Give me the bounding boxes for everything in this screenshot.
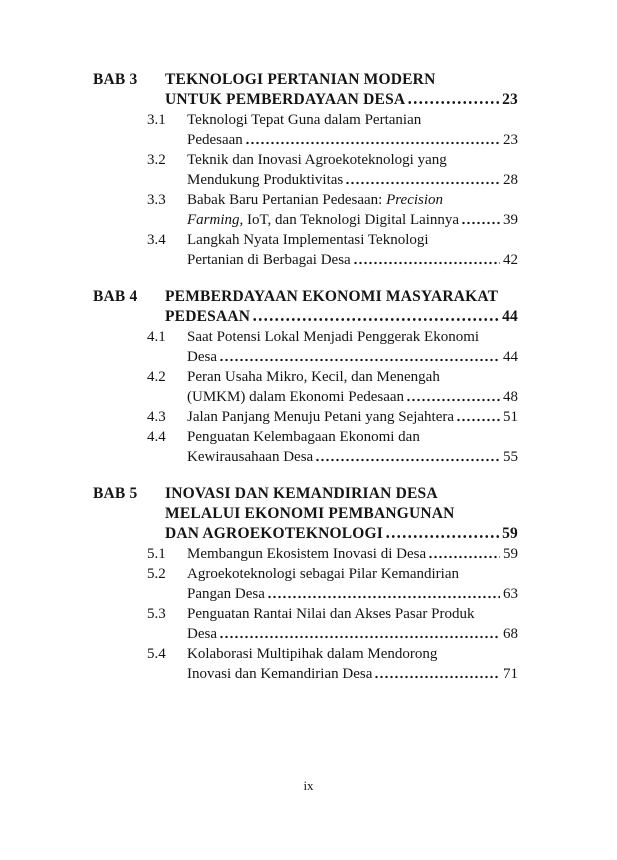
footer-page-number: ix — [303, 778, 314, 793]
item-number: 4.4 — [147, 429, 166, 445]
item-title — [187, 150, 518, 190]
entry-text — [187, 250, 351, 270]
page-ref: 44 — [502, 308, 518, 325]
toc-line — [187, 190, 518, 210]
entry-text-segment: Teknologi Tepat Guna dalam Pertanian — [187, 112, 422, 128]
entry-text — [165, 307, 250, 327]
entry-text-segment: Babak Baru Pertanian Pedesaan: — [187, 192, 387, 208]
entry-text-segment: Teknik dan Inovasi Agroekoteknologi yang — [187, 152, 447, 168]
item-title — [187, 230, 518, 270]
entry-text — [187, 210, 459, 230]
dot-leader — [406, 387, 500, 407]
toc-line — [187, 427, 518, 447]
entry-text-segment: Agroekoteknologi sebagai Pilar Kemandirian — [187, 566, 460, 582]
entry-text-segment: PEDESAAN — [165, 308, 251, 325]
chapter-heading[interactable] — [93, 70, 518, 110]
dot-leader — [407, 90, 499, 110]
dot-leader — [385, 524, 499, 544]
item-title — [187, 110, 518, 150]
entry-text — [187, 170, 343, 190]
item-title — [187, 644, 518, 684]
chapter-title — [165, 484, 518, 544]
entry-text-italic: Precision — [386, 192, 444, 208]
dot-leader — [461, 210, 500, 230]
entry-text-segment: Saat Potensi Lokal Menjadi Penggerak Ekonomi — [187, 329, 480, 345]
toc-item[interactable] — [147, 150, 518, 190]
toc-line — [187, 564, 518, 584]
toc-item[interactable] — [147, 190, 518, 230]
toc-item[interactable] — [147, 407, 518, 427]
entry-text-segment: Membangun Ekosistem Inovasi di Desa — [187, 546, 427, 562]
dot-leader — [245, 130, 500, 150]
chapter-title — [165, 287, 518, 327]
toc-line — [187, 367, 518, 387]
chapter-heading[interactable] — [93, 484, 518, 544]
entry-text-segment: Kewirausahaan Desa — [187, 449, 314, 465]
entry-text — [187, 327, 479, 347]
entry-text-segment: Desa — [187, 349, 217, 365]
item-title — [187, 604, 518, 644]
dot-leader — [219, 624, 500, 644]
entry-text — [187, 367, 440, 387]
toc-chapter — [93, 484, 518, 684]
toc-item[interactable] — [147, 110, 518, 150]
toc-item[interactable] — [147, 327, 518, 367]
page-ref: 42 — [503, 252, 518, 268]
entry-text — [165, 524, 383, 544]
item-number: 5.2 — [147, 566, 166, 582]
chapter-number-label: BAB 5 — [93, 485, 138, 502]
toc-line — [187, 347, 518, 367]
entry-text-segment: Desa — [187, 626, 217, 642]
entry-text-segment: Penguatan Rantai Nilai dan Akses Pasar Produk — [187, 606, 475, 622]
dot-leader — [353, 250, 500, 270]
entry-text — [187, 664, 372, 684]
entry-text — [165, 287, 498, 307]
entry-text — [187, 190, 443, 210]
entry-text-segment: DAN AGROEKOTEKNOLOGI — [165, 525, 384, 542]
item-title — [187, 427, 518, 467]
entry-text-segment: Peran Usaha Mikro, Kecil, dan Menengah — [187, 369, 440, 385]
entry-text-segment: UNTUK PEMBERDAYAAN DESA — [165, 91, 406, 108]
entry-text-segment: MELALUI EKONOMI PEMBANGUNAN — [165, 505, 455, 522]
chapter-number-label: BAB 3 — [93, 71, 138, 88]
dot-leader — [315, 447, 500, 467]
toc-item[interactable] — [147, 564, 518, 604]
chapter-number-label: BAB 4 — [93, 288, 138, 305]
entry-text — [187, 347, 217, 367]
dot-leader — [428, 544, 500, 564]
entry-text-segment: (UMKM) dalam Ekonomi Pedesaan — [187, 389, 405, 405]
page-ref: 55 — [503, 449, 518, 465]
item-number: 4.2 — [147, 369, 166, 385]
entry-text-segment: PEMBERDAYAAN EKONOMI MASYARAKAT — [165, 288, 499, 305]
item-number: 5.4 — [147, 646, 166, 662]
chapter-items — [147, 110, 518, 270]
entry-text — [187, 644, 437, 664]
toc-line — [187, 150, 518, 170]
toc-line — [187, 110, 518, 130]
toc-line — [187, 664, 518, 684]
toc-line — [165, 307, 518, 327]
entry-text — [187, 564, 459, 584]
toc-item[interactable] — [147, 644, 518, 684]
toc-item[interactable] — [147, 427, 518, 467]
item-number: 4.3 — [147, 409, 166, 425]
dot-leader — [456, 407, 500, 427]
item-title — [187, 367, 518, 407]
item-title — [187, 564, 518, 604]
toc-line — [187, 230, 518, 250]
entry-text-segment: Pangan Desa — [187, 586, 265, 602]
dot-leader — [345, 170, 500, 190]
chapter-items — [147, 327, 518, 467]
entry-text-segment: INOVASI DAN KEMANDIRIAN DESA — [165, 485, 438, 502]
toc-line — [187, 447, 518, 467]
entry-text-segment: TEKNOLOGI PERTANIAN MODERN — [165, 71, 436, 88]
item-number: 3.3 — [147, 192, 166, 208]
page-ref: 63 — [503, 586, 518, 602]
item-number: 3.4 — [147, 232, 166, 248]
item-number: 5.1 — [147, 546, 166, 562]
page-footer — [0, 778, 617, 794]
chapter-heading[interactable] — [93, 287, 518, 327]
item-title — [187, 407, 518, 427]
item-number: 5.3 — [147, 606, 166, 622]
page-ref: 68 — [503, 626, 518, 642]
entry-text-segment: Penguatan Kelembagaan Ekonomi dan — [187, 429, 420, 445]
entry-text — [187, 584, 265, 604]
entry-text — [187, 407, 454, 427]
item-number: 3.1 — [147, 112, 166, 128]
toc-item[interactable] — [147, 604, 518, 644]
entry-text — [187, 427, 420, 447]
entry-text — [187, 150, 447, 170]
toc-line — [187, 604, 518, 624]
toc-item[interactable] — [147, 544, 518, 564]
toc-line — [165, 287, 518, 307]
item-title — [187, 544, 518, 564]
toc-line — [187, 130, 518, 150]
toc-line — [165, 484, 518, 504]
toc-line — [187, 327, 518, 347]
item-title — [187, 327, 518, 367]
entry-text-segment: Inovasi dan Kemandirian Desa — [187, 666, 373, 682]
toc-line — [165, 90, 518, 110]
toc-line — [187, 210, 518, 230]
page-ref: 39 — [503, 212, 518, 228]
item-title — [187, 190, 518, 230]
entry-text-segment: Jalan Panjang Menuju Petani yang Sejahtera — [187, 409, 455, 425]
toc-chapter — [93, 70, 518, 270]
entry-text — [187, 544, 426, 564]
toc-line — [187, 407, 518, 427]
toc-item[interactable] — [147, 367, 518, 407]
page-ref: 59 — [503, 546, 518, 562]
entry-text-segment: Mendukung Produktivitas — [187, 172, 344, 188]
toc-line — [187, 387, 518, 407]
entry-text — [187, 624, 217, 644]
entry-text-segment: Pertanian di Berbagai Desa — [187, 252, 351, 268]
toc-line — [165, 70, 518, 90]
entry-text — [187, 130, 243, 150]
toc-line — [187, 544, 518, 564]
page-ref: 23 — [503, 132, 518, 148]
toc-chapter — [93, 287, 518, 467]
dot-leader — [252, 307, 499, 327]
toc-line — [187, 250, 518, 270]
dot-leader — [374, 664, 500, 684]
page-ref: 51 — [503, 409, 518, 425]
toc-item[interactable] — [147, 230, 518, 270]
page-ref: 59 — [502, 525, 518, 542]
entry-text — [187, 387, 404, 407]
item-number: 3.2 — [147, 152, 166, 168]
page-ref: 28 — [503, 172, 518, 188]
entry-text-segment: Langkah Nyata Implementasi Teknologi — [187, 232, 429, 248]
entry-text — [187, 604, 474, 624]
dot-leader — [219, 347, 500, 367]
toc-line — [165, 504, 518, 524]
toc-line — [165, 524, 518, 544]
entry-text-segment: Kolaborasi Multipihak dalam Mendorong — [187, 646, 438, 662]
dot-leader — [267, 584, 500, 604]
page-ref: 44 — [503, 349, 518, 365]
page-ref: 71 — [503, 666, 518, 682]
page-ref: 48 — [503, 389, 518, 405]
entry-text — [187, 447, 313, 467]
toc-line — [187, 644, 518, 664]
toc-line — [187, 624, 518, 644]
entry-text — [165, 70, 435, 90]
table-of-contents — [93, 70, 518, 684]
item-number: 4.1 — [147, 329, 166, 345]
entry-text-italic: Farming, — [187, 212, 244, 228]
chapter-title — [165, 70, 518, 110]
chapter-items — [147, 544, 518, 684]
entry-text — [187, 110, 421, 130]
page-ref: 23 — [502, 91, 518, 108]
entry-text-segment: Pedesaan — [187, 132, 243, 148]
entry-text — [165, 90, 405, 110]
toc-line — [187, 584, 518, 604]
entry-text — [165, 484, 438, 504]
entry-text — [165, 504, 455, 524]
entry-text — [187, 230, 429, 250]
toc-line — [187, 170, 518, 190]
entry-text-segment: IoT, dan Teknologi Digital Lainnya — [243, 212, 460, 228]
